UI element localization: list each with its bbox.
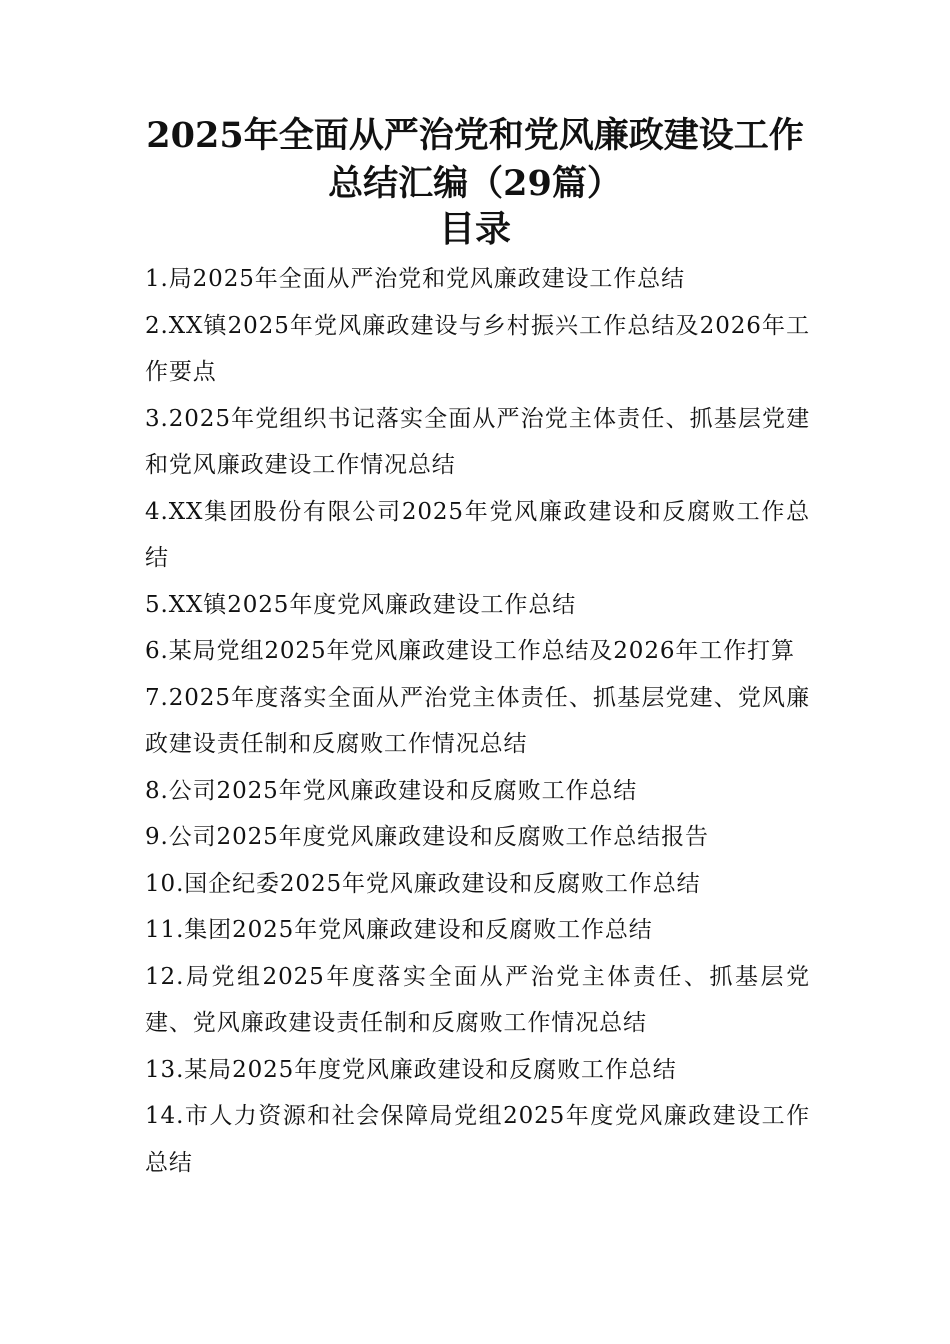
toc-item: 2.XX镇2025年党风廉政建设与乡村振兴工作总结及2026年工作要点 (145, 312, 810, 385)
toc-item: 6.某局党组2025年党风廉政建设工作总结及2026年工作打算 (145, 638, 795, 664)
document-title (100, 112, 850, 208)
toc-item: 10.国企纪委2025年党风廉政建设和反腐败工作总结 (145, 870, 701, 897)
toc-item: 12.局党组2025年度落实全面从严治党主体责任、抓基层党建、党风廉政建设责任制和反腐败工作情况总结 (145, 963, 810, 1036)
document-title-line-1: 2025年全面从严治党和党风廉政建设工作 (146, 115, 804, 156)
toc-item: 8.公司2025年党风廉政建设和反腐败工作总结 (145, 777, 638, 804)
document-title-line-2: 总结汇编（29篇） (328, 163, 622, 204)
toc-item: 14.市人力资源和社会保障局党组2025年度党风廉政建设工作总结 (145, 1103, 810, 1176)
toc-item: 3.2025年党组织书记落实全面从严治党主体责任、抓基层党建和党风廉政建设工作情况总结 (145, 405, 810, 478)
toc-item: 1.局2025年全面从严治党和党风廉政建设工作总结 (145, 266, 685, 292)
toc-item: 9.公司2025年度党风廉政建设和反腐败工作总结报告 (145, 824, 709, 850)
toc-item: 11.集团2025年党风廉政建设和反腐败工作总结 (145, 917, 653, 943)
toc-item: 13.某局2025年度党风廉政建设和反腐败工作总结 (145, 1056, 677, 1083)
toc-heading: 目录 (438, 208, 511, 250)
toc-item: 5.XX镇2025年度党风廉政建设工作总结 (145, 591, 577, 618)
table-of-contents (145, 256, 810, 1186)
toc-item: 7.2025年度落实全面从严治党主体责任、抓基层党建、党风廉政建设责任制和反腐败工作情况总结 (145, 684, 810, 757)
toc-item: 4.XX集团股份有限公司2025年党风廉政建设和反腐败工作总结 (145, 498, 810, 571)
